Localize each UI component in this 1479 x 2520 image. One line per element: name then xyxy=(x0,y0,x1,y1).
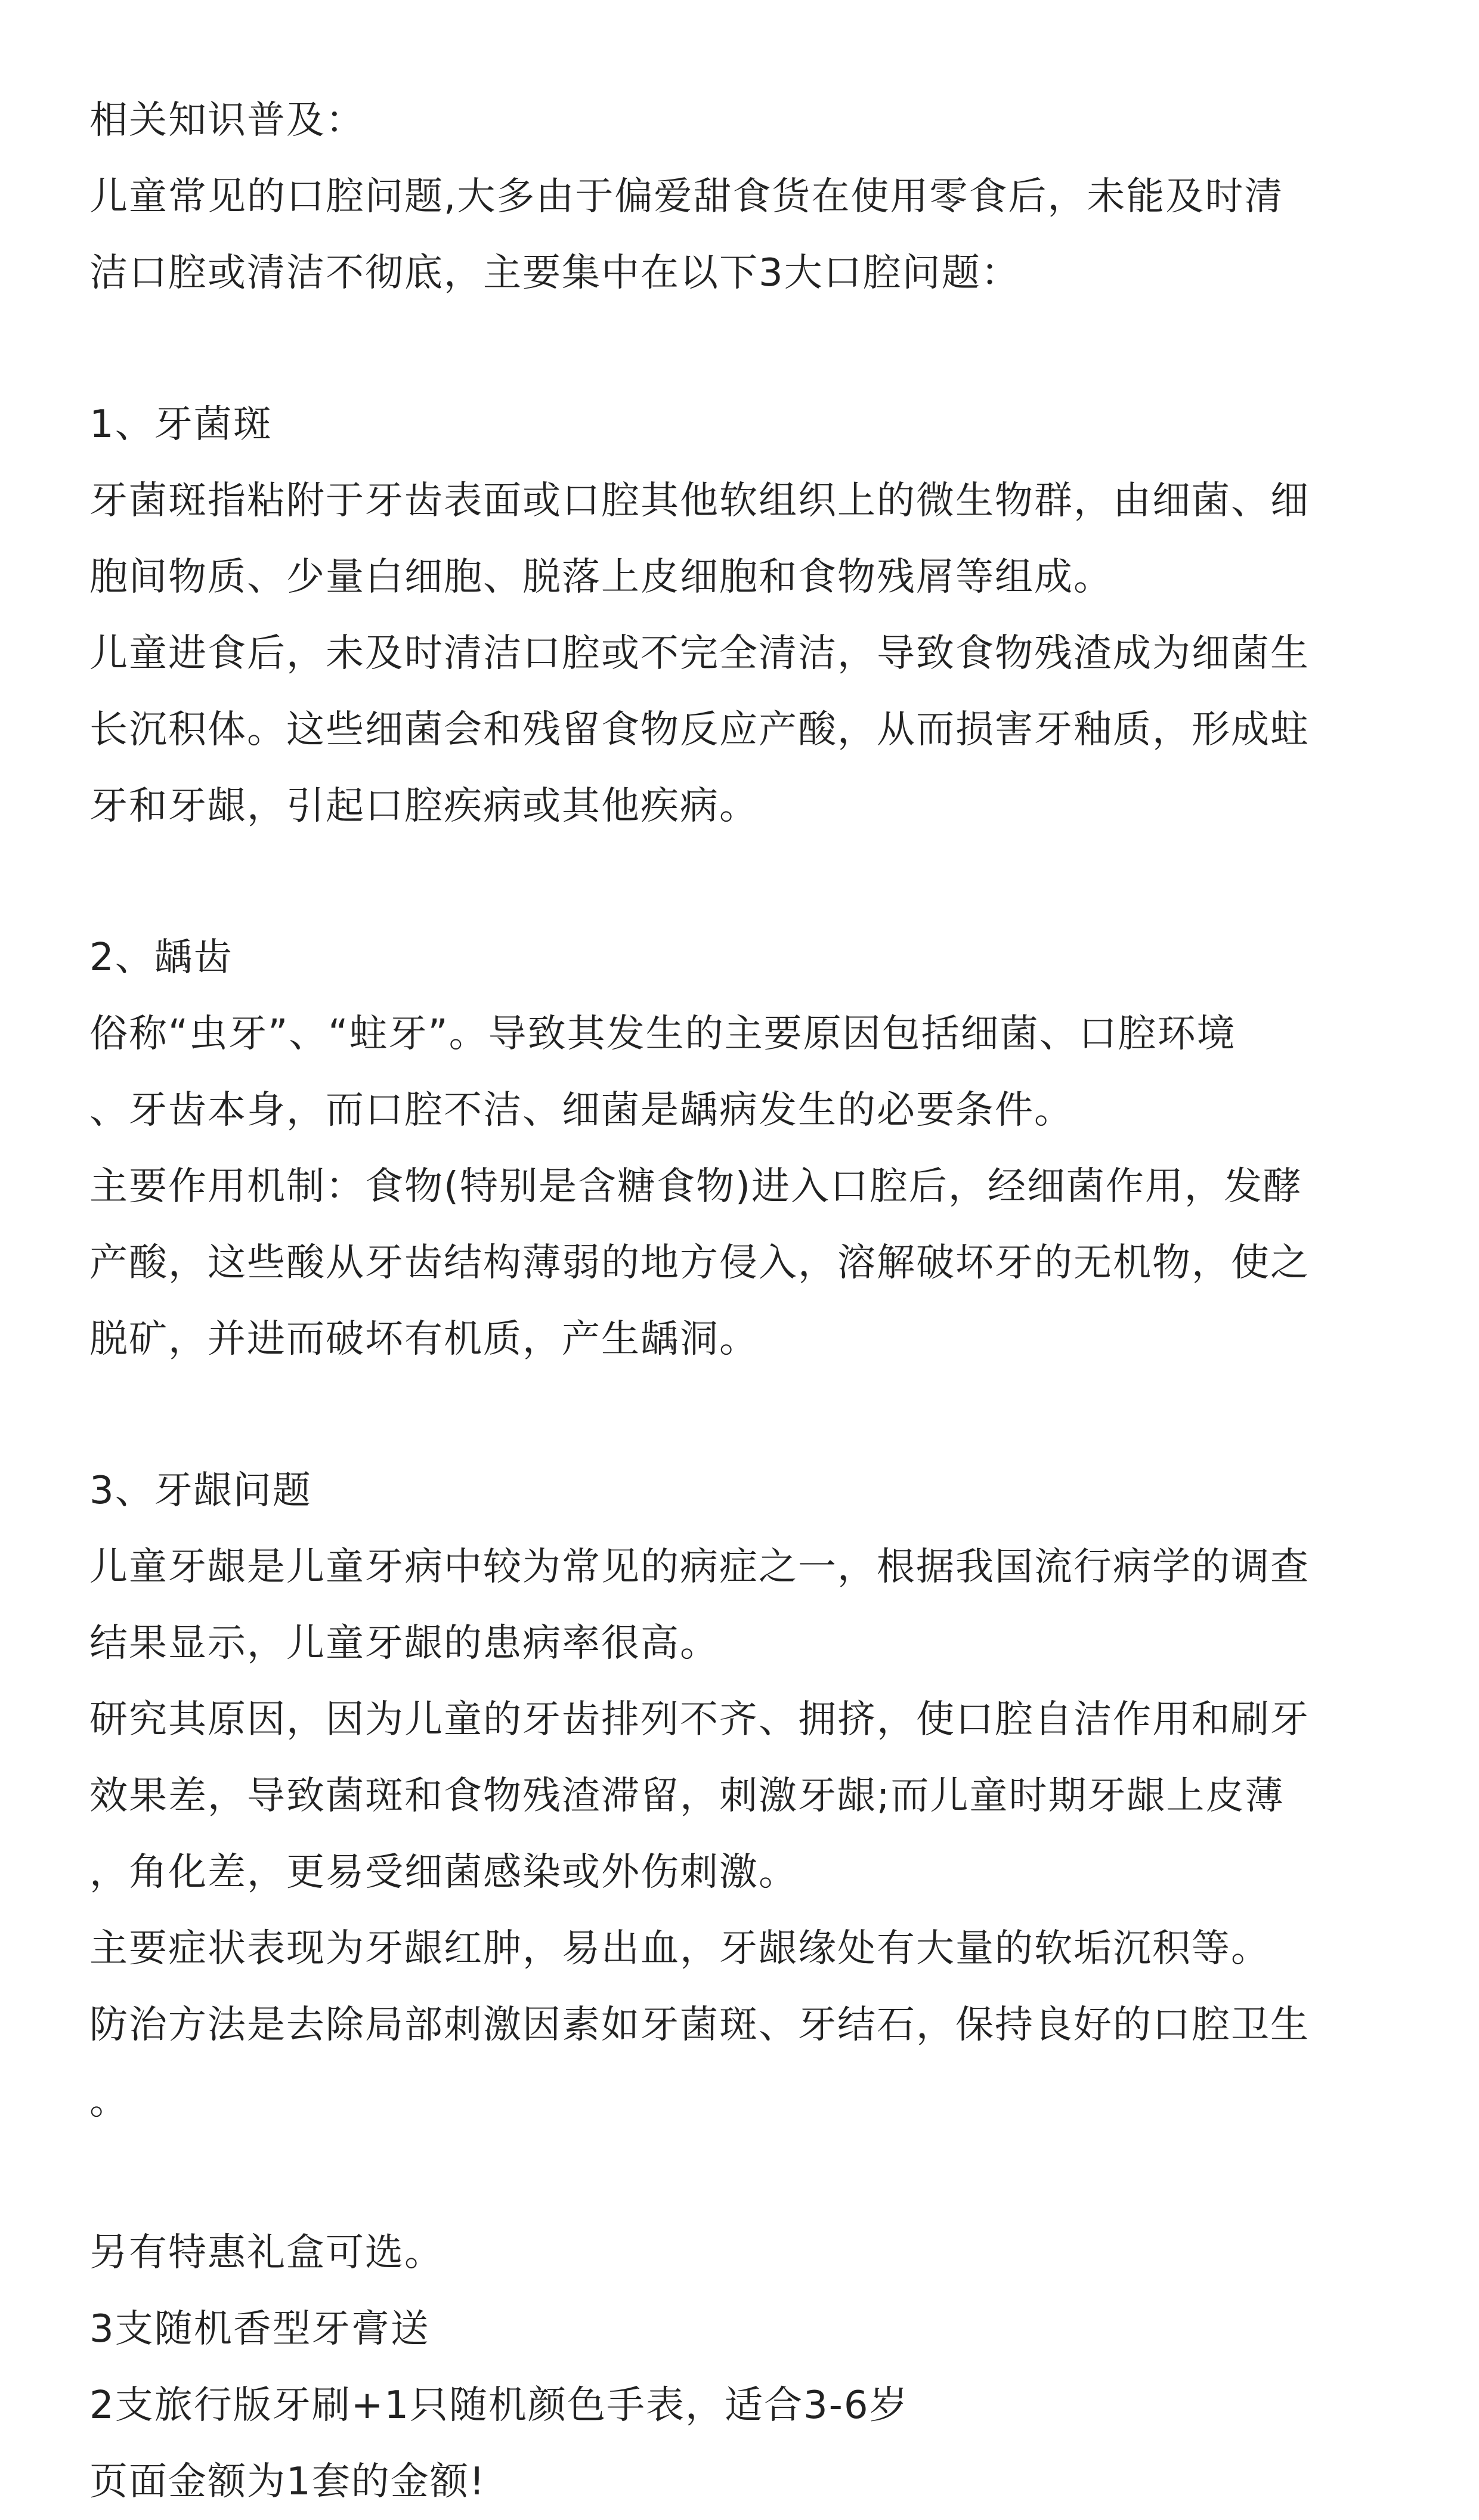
paragraph-line: 产酸，这些酸从牙齿结构薄弱的地方侵入，溶解破坏牙的无机物，使之 xyxy=(89,1241,1310,1285)
paragraph-line: 主要症状表现为牙龈红肿，易出血，牙龈缘处有大量的软垢沉积等。 xyxy=(89,1927,1270,1971)
offer-line: 3支随机香型牙膏送 xyxy=(89,2307,430,2351)
paragraph-line: 儿童常见的口腔问题,大多由于偏爱甜食货在使用零食后，未能及时清 xyxy=(89,175,1284,219)
offer-line: 页面金额为1套的金额! xyxy=(89,2460,486,2504)
paragraph-line: 牙和牙龈，引起口腔疾病或其他疾病。 xyxy=(89,784,759,828)
paragraph-gap xyxy=(89,311,1425,386)
paragraph-line: 主要作用机制：食物(特别是含糖食物)进入口腔后，经细菌作用，发酵 xyxy=(89,1165,1302,1209)
section-title: 2、龋齿 xyxy=(89,936,233,980)
paragraph-line: 胞间物质、少量白细胞、脱落上皮细胞和食物残屑等组成。 xyxy=(89,555,1113,599)
paragraph-line: 儿童牙龈是儿童牙病中较为常见的病症之一，根据我国流行病学的调查 xyxy=(89,1545,1310,1589)
paragraph-line: 洁口腔或清洁不彻底，主要集中在以下3大口腔问题： xyxy=(89,251,1020,295)
paragraph-line: 儿童进食后，未及时清洁口腔或不完全清洁，导致食物残渣成为细菌生 xyxy=(89,631,1310,676)
paragraph-line: 防治方法是去除局部刺激因素如牙菌斑、牙结石，保持良好的口腔卫生 xyxy=(89,2003,1310,2047)
paragraph-line: 、牙齿本身，而口腔不洁、细菌是龋病发生的必要条件。 xyxy=(89,1088,1073,1132)
paragraph-gap xyxy=(89,2140,1425,2215)
offer-line: 另有特惠礼盒可选。 xyxy=(89,2231,444,2275)
paragraph-line: 牙菌斑指粘附于牙齿表面或口腔其他软组织上的微生物群，由细菌、细 xyxy=(89,479,1310,523)
paragraph-line: 俗称“虫牙”、“蛀牙”。导致其发生的主要原因包括细菌、口腔环境 xyxy=(89,1012,1236,1056)
paragraph-line: 效果差，导致菌斑和食物残渣滞留，刺激牙龈;而儿童时期牙龈上皮薄 xyxy=(89,1774,1285,1818)
paragraph-line: 脱矿，并进而破坏有机质，产生龋洞。 xyxy=(89,1317,759,1361)
section-title: 1、牙菌斑 xyxy=(89,403,273,447)
offer-line: 2支旅行版牙刷+1只随机颜色手表，适合3-6岁 xyxy=(89,2383,909,2428)
section-title: 3、牙龈问题 xyxy=(89,1469,312,1513)
intro-heading: 相关知识普及： xyxy=(89,98,365,143)
paragraph-line: 长沉积体。这些细菌会和残留食物反应产酸，从而损害牙釉质，形成蛀 xyxy=(89,708,1310,752)
paragraph-gap xyxy=(89,1377,1425,1453)
paragraph-line: 结果显示，儿童牙龈的患病率很高。 xyxy=(89,1621,719,1665)
paragraph-line: ，角化差，更易受细菌感染或外伤刺激。 xyxy=(89,1850,798,1894)
paragraph-line: 。 xyxy=(89,2079,129,2123)
paragraph-gap xyxy=(89,844,1425,920)
product-info-text xyxy=(89,82,1425,2520)
paragraph-line: 研究其原因，因为儿童的牙齿排列不齐、拥挤，使口腔自洁作用和刷牙 xyxy=(89,1698,1310,1742)
